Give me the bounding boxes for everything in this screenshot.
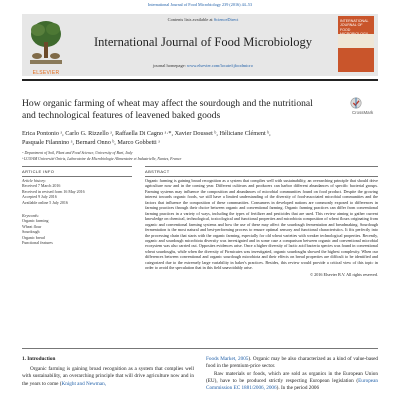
elsevier-tree-logo [26, 16, 66, 72]
header-rule [22, 79, 378, 81]
keyword-item: Organic farming [22, 218, 49, 224]
contents-lists-line [72, 17, 334, 22]
body-top-rule [22, 348, 378, 349]
journal-cover-thumbnail [338, 16, 374, 72]
revised-date: Received in revised form 16 May 2016 [22, 188, 85, 194]
intro-text: ). In the period 2006 [276, 385, 320, 392]
online-date: Available online 5 July 2016 [22, 199, 68, 205]
introduction-heading: 1. Introduction [22, 356, 56, 362]
intro-paragraph-cont [206, 356, 378, 371]
keywords-label: Keywords: [22, 213, 40, 219]
crossmark-icon[interactable] [350, 96, 378, 116]
intro-text: Organic farming is gaining broad recognition as a system that complies well with sustainability, an overarching principle that will drive agriculture now and in the years to come ( [22, 366, 194, 387]
authors-line-1: Erica Pontonio ᵃ, Carlo G. Rizzello ᵃ, Raffaella Di Cagno ᵃ·*, Xavier Dousset ᵇ, Héliciane Clément ᵇ, [22, 130, 271, 137]
affiliations [22, 151, 378, 162]
journal-homepage-line [72, 63, 334, 68]
publisher-logo-text: ELSEVIER [32, 70, 60, 76]
cover-image-band [338, 34, 374, 48]
article-info-rule [22, 166, 132, 167]
citation-link[interactable]: European Commission EC 1881/2006, 2006 [206, 377, 378, 392]
affiliation-a: ᵃ Department of Soil, Plant and Food Science, University of Bari, Italy [22, 151, 133, 155]
keyword-item: Organic bread [22, 234, 45, 240]
abstract-body [145, 178, 378, 277]
keyword-item: Wheat flour [22, 223, 42, 229]
article-info-heading: ARTICLE INFO [22, 169, 55, 174]
author-list [22, 129, 378, 147]
journal-title: International Journal of Food Microbiology [93, 35, 313, 49]
contents-prefix: Contents lists available at [167, 17, 214, 22]
article-info-rule-2 [22, 176, 132, 177]
article-title: How organic farming of wheat may affect the sourdough and the nutritional and technological features of leavened baked goods [22, 98, 313, 121]
abstract-heading: ABSTRACT [145, 169, 170, 174]
intro-paragraph-1 [22, 366, 194, 388]
keyword-item: Sourdough [22, 229, 40, 235]
history-label: Article history: [22, 178, 47, 183]
citation-link[interactable]: Knight and Newman, [61, 380, 106, 387]
authors-line-2: Pasquale Filannino ᵃ, Bernard Onno ᵇ, Marco Gobbetti ᵃ [22, 139, 160, 146]
body-column-left [22, 366, 194, 388]
affiliation-b: ᵇ LUNAM Université Oniris, Laboratoire de Microbiologie Alimentaire et Industrielle, Nantes, France [22, 156, 182, 161]
crossmark-label: CrossMark [352, 110, 374, 115]
abstract-rule [145, 166, 378, 167]
intro-paragraph-2 [206, 371, 378, 393]
abstract-rule-2 [145, 176, 378, 177]
article-info-panel [22, 178, 132, 245]
body-column-right [206, 356, 378, 392]
intro-text: ). Organic may be also characterized as a kind of value-based food in the premium-price sector. [206, 356, 379, 370]
received-date: Received 7 March 2016 [22, 183, 61, 189]
journal-reference[interactable]: International Journal of Food Microbiology 239 (2016) 44–53 [147, 2, 253, 7]
intro-text: Raw materials or foods, which are sold as organics in the European Union (EU), have to be produced strictly respecting European legislation ( [206, 370, 378, 384]
homepage-prefix: journal homepage: [153, 63, 187, 68]
abstract-text: Organic farming is gaining broad recognition as a system that complies well with sustainability, an overarching principle that should drive agriculture now and in the coming year. Different cultivars and producers can harbor different abundances of specific bacterial groups. Farming systems may influence the composition and abundances of microbial communities found on food product. Despite the growing interest towards organic foods, we still have a limited understanding of the diversity of food-associated microbial communities and the factors that influence the composition of these communities. Consumers in developed nations are commonly exposed to differences in farming practices through their choice between organic and conventional farming. Organic farming practices can differ from conventional farming practices in a variety of ways, including the types of fertilizer and pesticides that are used. This review aiming to gather current knowledge on chemical, technological, toxicological and functional properties and microbiota composition of wheat flours originating from organic and conventional farming systems and how the use of these may affect the sourdough fermentation and breadmaking. Sourdough fermentation is the most natural and best-performing process to ensure optimal sensory and functional characteristics. It fits perfectly into the processing chain that starts with the organic farming, especially for old wheat varieties with weaker technological properties. Recently, organic and sourdough microbiota diversity was investigated and in some case a comparison between organic and conventional microbial ecosystem was also carried out. Opposites evidences arise. Once a higher diversity of lactic acid bacteria species was found in conventional wheat sourdoughs, while when the diversity of Firmicutes was investigated, organic sourdoughs showed the highest complexity. When our differences between conventional and organic sourdough microbiota and their effects on bread properties are difficult to be identified and categorized due to the extremely large variability in baker's practices. Besides, this review would provide a critical view of this topic in order to avoid the speculation that in this field unavoidably arise. [145, 178, 378, 271]
citation-link[interactable]: Foods Market, 2005 [206, 356, 249, 362]
copyright-notice: © 2016 Elsevier B.V. All rights reserved. [309, 271, 378, 277]
cover-title: INTERNATIONAL JOURNAL OF FOOD [340, 19, 369, 32]
keyword-item: Functional features [22, 240, 53, 246]
homepage-link[interactable]: www.elsevier.com/locate/ijfoodmicro [186, 63, 253, 68]
sciencedirect-link[interactable]: ScienceDirect [213, 17, 239, 22]
accepted-date: Accepted 9 July 2016 [22, 194, 57, 200]
